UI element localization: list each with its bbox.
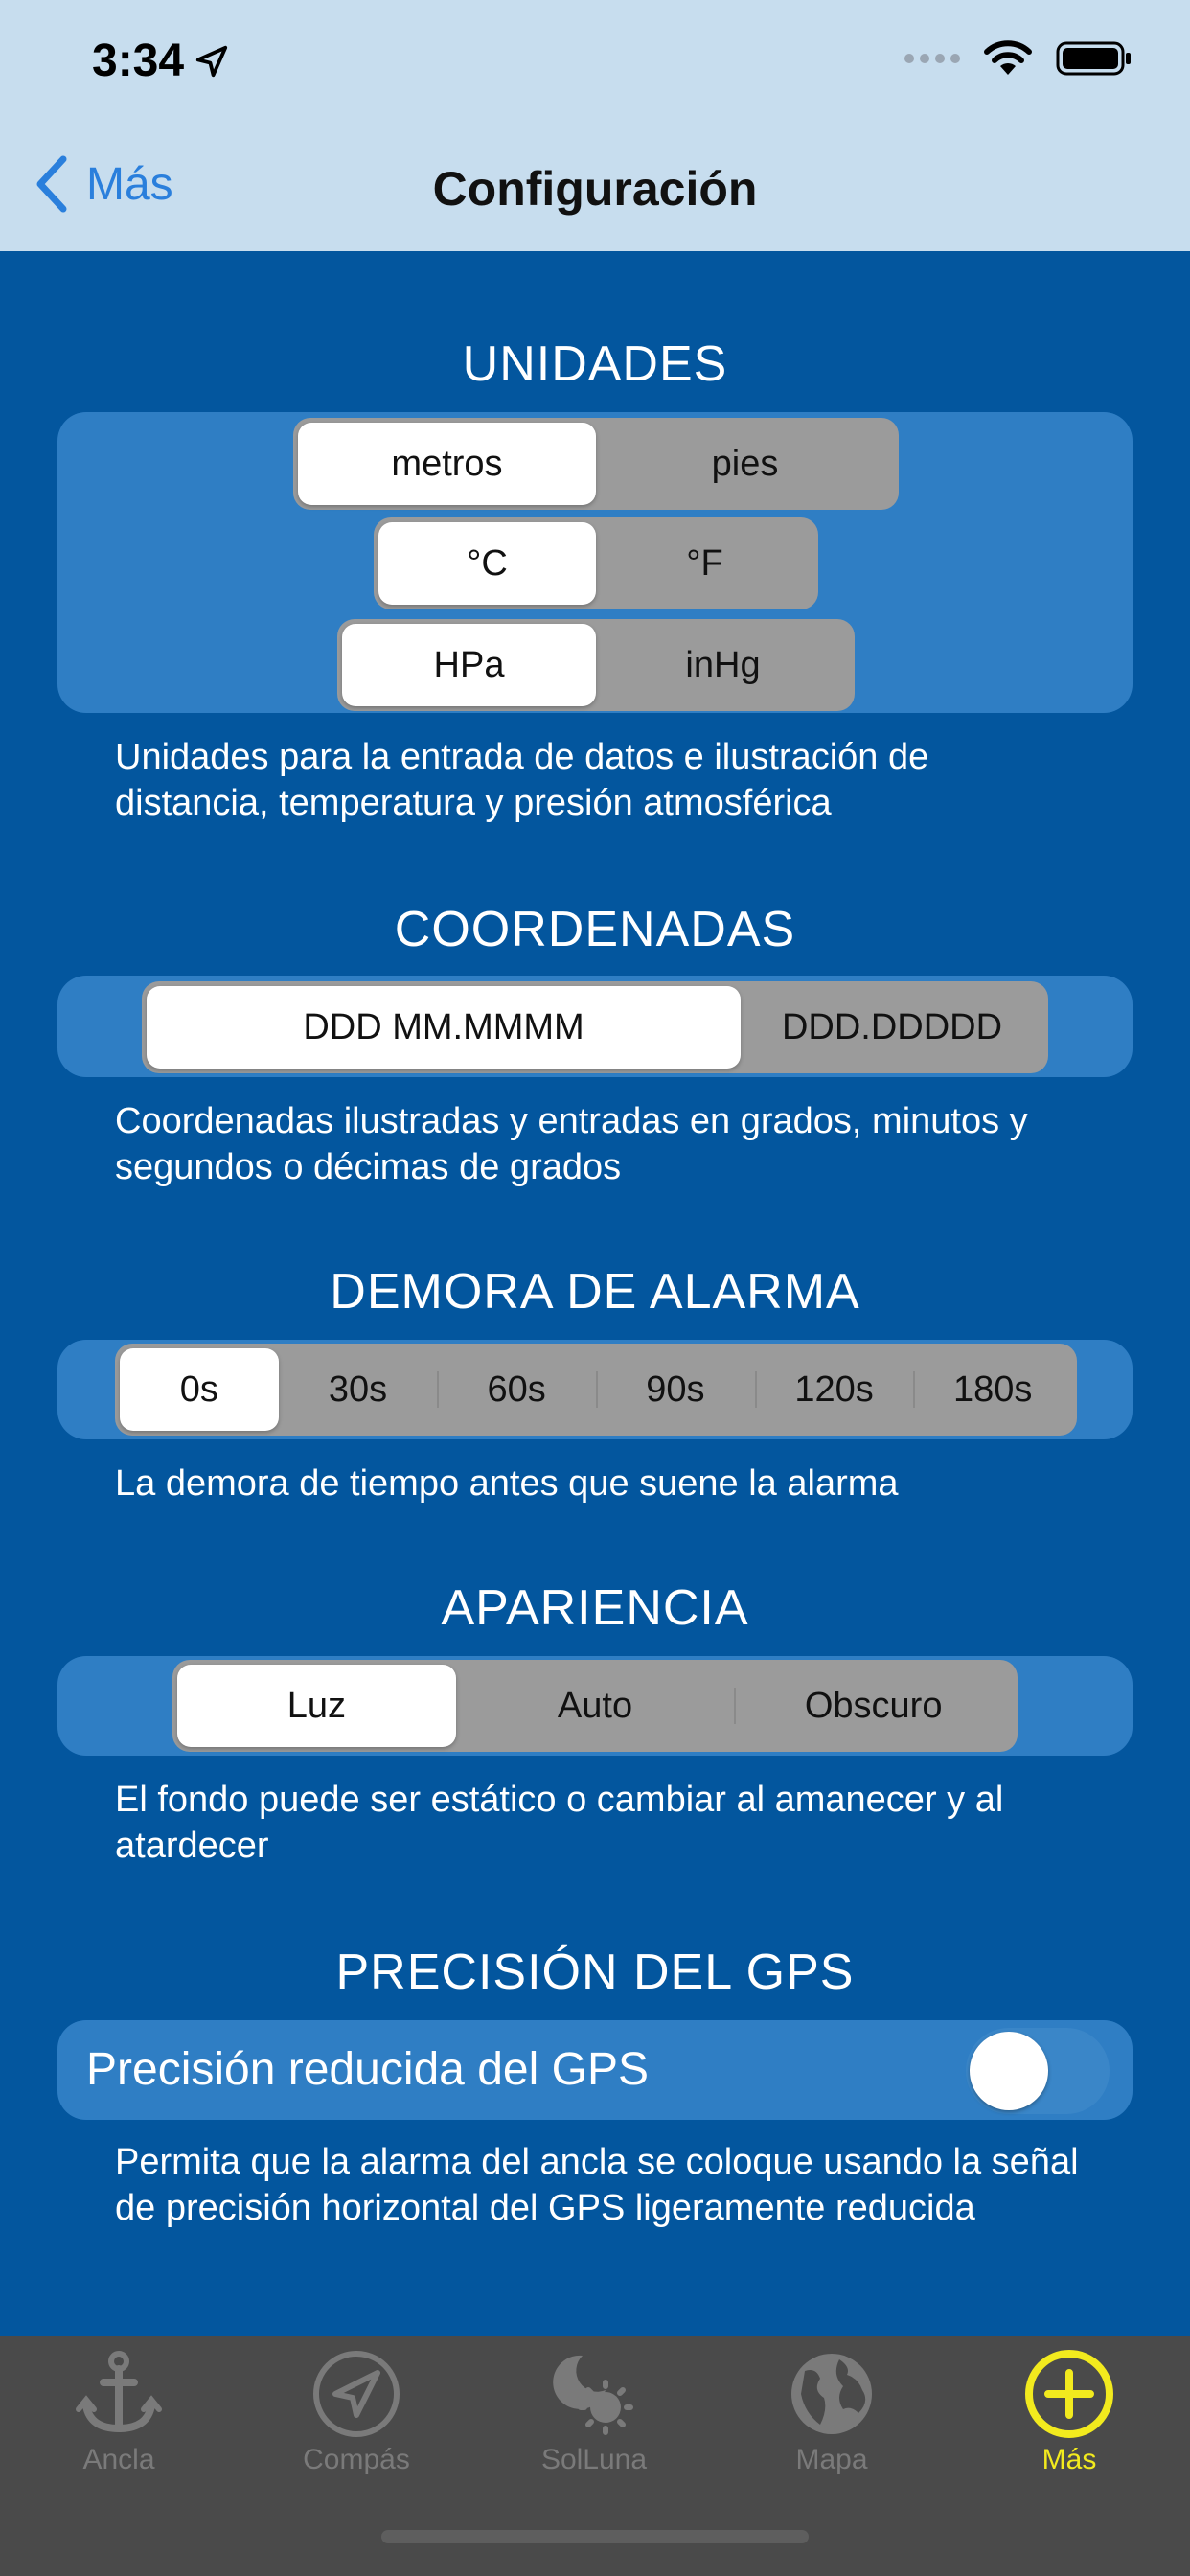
alarm-option-120s[interactable]: 120s [755,1348,914,1431]
plus-circle-icon [1023,2348,1115,2440]
header [0,0,1190,251]
coords-option-ddm[interactable]: DDD MM.MMMM [147,986,741,1069]
cellular-signal-icon [904,54,960,63]
alarm-delay-segmented-control [115,1344,1077,1436]
tab-map[interactable] [713,2348,950,2501]
pressure-segmented-control [337,619,855,711]
status-icons [904,40,1133,77]
toggle-knob [970,2032,1048,2110]
gps-title: PRECISIÓN DEL GPS [335,1944,855,2000]
tab-label: Ancla [82,2444,155,2475]
pressure-option-inhg[interactable]: inHg [685,644,761,685]
tab-more[interactable] [950,2348,1188,2501]
back-label: Más [86,158,173,210]
anchor-icon [73,2348,165,2440]
location-arrow-icon [194,43,230,80]
globe-icon [786,2348,878,2440]
gps-reduced-precision-toggle[interactable] [966,2028,1110,2114]
alarm-option-180s[interactable]: 180s [913,1348,1072,1431]
appearance-option-light[interactable]: Luz [177,1665,456,1747]
tab-label: SolLuna [540,2444,648,2475]
gps-description: Permita que la alarma del ancla se coloque usando la señal de precisión horizontal del GPS ligeramente reducida [115,2142,1079,2228]
status-time [92,34,230,87]
alarm-option-0s[interactable]: 0s [120,1348,279,1431]
appearance-description: El fondo puede ser estático o cambiar al amanecer y al atardecer [115,1780,1004,1866]
alarm-option-90s[interactable]: 90s [596,1348,755,1431]
page-title: Configuración [432,162,758,216]
tab-label: Mapa [795,2444,868,2475]
coords-option-dd[interactable]: DDD.DDDDD [781,1006,1003,1047]
coords-segmented-control [142,981,1048,1073]
alarm-option-60s[interactable]: 60s [437,1348,596,1431]
temperature-segmented-control [374,518,818,610]
tab-label: Compás [303,2444,410,2475]
coords-title: COORDENADAS [394,902,796,957]
gps-toggle-label: Precisión reducida del GPS [86,2044,649,2095]
appearance-segmented-control [172,1660,1018,1752]
distance-option-feet[interactable]: pies [711,443,779,484]
temperature-option-fahrenheit[interactable]: °F [686,542,723,584]
home-indicator [381,2530,809,2543]
distance-segmented-control [293,418,899,510]
wifi-icon [983,40,1033,77]
tab-label: Más [1041,2444,1097,2475]
compass-navigation-icon [310,2348,402,2440]
appearance-title: APARIENCIA [441,1580,749,1636]
pressure-option-hpa[interactable]: HPa [342,624,596,706]
battery-icon [1056,40,1133,77]
units-title: UNIDADES [462,336,728,392]
alarm-description: La demora de tiempo antes que suene la alarma [115,1463,899,1504]
appearance-option-auto[interactable]: Auto [557,1685,633,1726]
appearance-option-dark[interactable]: Obscuro [734,1665,1013,1747]
coords-description: Coordenadas ilustradas y entradas en grados, minutos y segundos o décimas de grados [115,1101,1028,1187]
tab-sunmoon[interactable] [475,2348,713,2501]
distance-option-meters[interactable]: metros [298,423,596,505]
temperature-option-celsius[interactable]: °C [378,522,596,605]
tab-anchor[interactable] [0,2348,238,2501]
alarm-title: DEMORA DE ALARMA [330,1264,860,1320]
sun-moon-icon [548,2348,640,2440]
status-time-label: 3:34 [92,35,185,86]
units-description: Unidades para la entrada de datos e ilustración de distancia, temperatura y presión atmosférica [115,737,929,823]
tab-compass[interactable] [238,2348,475,2501]
alarm-option-30s[interactable]: 30s [328,1368,388,1410]
